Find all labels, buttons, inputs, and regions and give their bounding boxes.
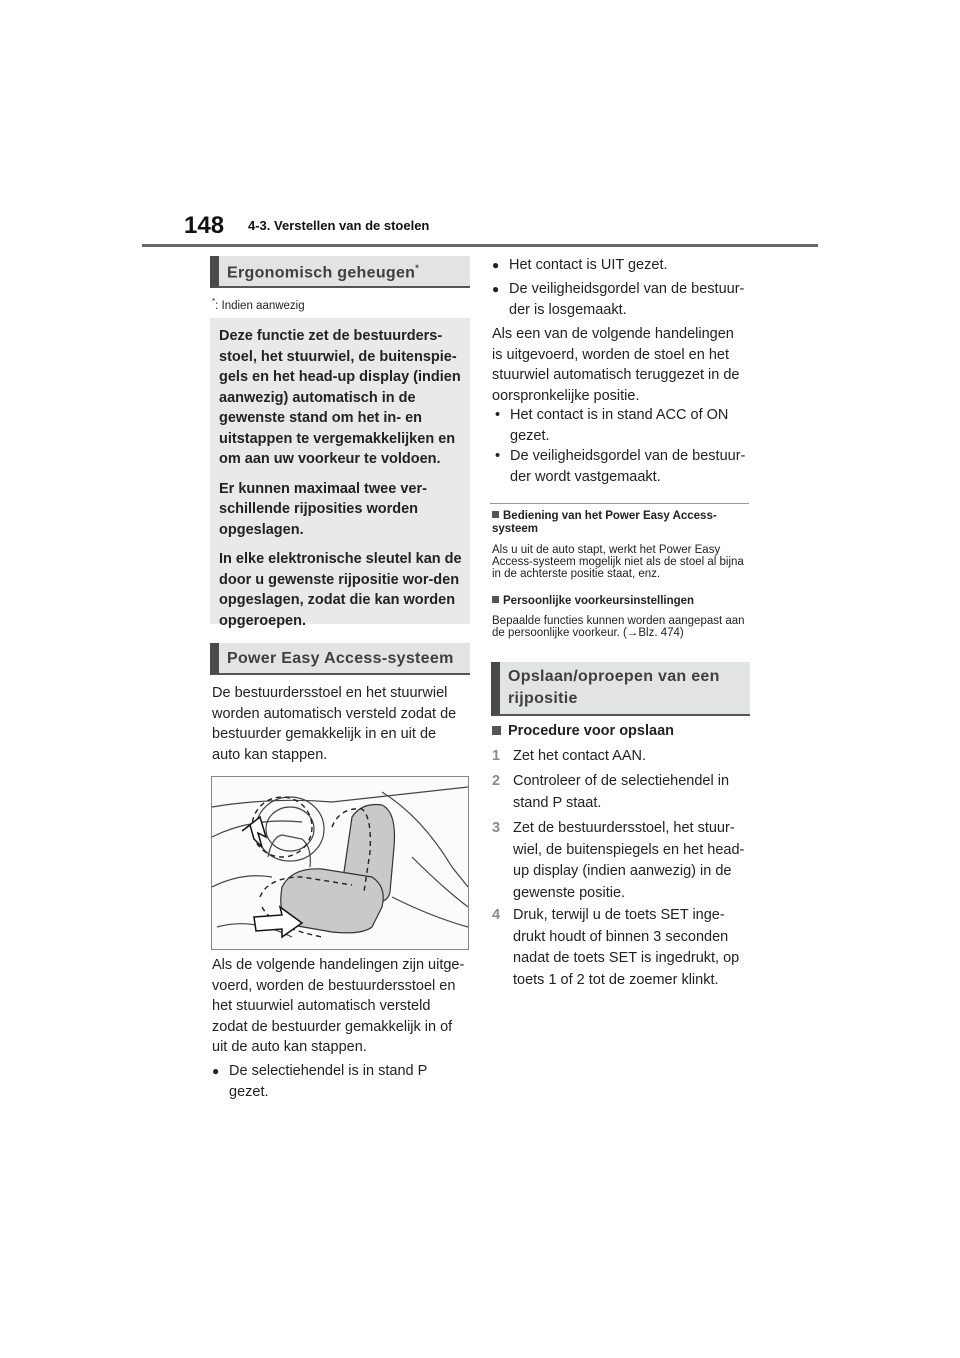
bullet-icon: ●	[212, 1064, 220, 1078]
intro-paragraph: Er kunnen maximaal twee ver-schillende rijposities worden opgeslagen.	[219, 480, 427, 538]
footnote	[212, 297, 305, 312]
square-bullet-icon	[492, 726, 501, 735]
bullet-item	[212, 1061, 468, 1103]
step-item	[492, 771, 752, 815]
heading-power-easy-access	[210, 643, 470, 675]
paragraph	[212, 955, 468, 1058]
paragraph	[492, 324, 748, 406]
note-title-text: Persoonlijke voorkeursinstellingen	[503, 595, 695, 607]
dash-item	[492, 405, 750, 446]
step-number: 3	[492, 820, 501, 836]
heading-text: Ergonomisch geheugen	[227, 264, 416, 282]
intro-box	[210, 318, 470, 629]
footnote-mark: *	[212, 297, 216, 306]
heading-text-line: rijpositie	[508, 690, 578, 707]
bullet-icon: •	[495, 448, 501, 464]
seat-drawing	[212, 777, 468, 949]
bullet-icon: ●	[492, 282, 500, 296]
dash-item	[492, 446, 750, 487]
step-number: 4	[492, 907, 501, 923]
note-title-text: Bediening van het Power Easy Access-systeem	[492, 510, 717, 535]
step-item	[492, 818, 752, 904]
heading-opslaan-oproepen	[491, 662, 750, 716]
bullet-text: Het contact is UIT gezet.	[509, 257, 668, 273]
note-text: Bepaalde functies kunnen worden aangepast aan de persoonlijke voorkeur. (→Blz. 474)	[492, 615, 745, 639]
header-rule	[142, 244, 818, 247]
paragraph	[212, 683, 468, 765]
paragraph-text: De bestuurdersstoel en het stuurwiel worden automatisch versteld zodat de bestuurder gemakkelijk in en uit de auto kan stappen.	[212, 685, 457, 763]
bullet-item	[492, 255, 750, 276]
heading-text: Power Easy Access-systeem	[227, 650, 454, 667]
section-title: 4-3. Verstellen van de stoelen	[248, 218, 430, 233]
bullet-icon: •	[495, 407, 501, 423]
bullet-icon: ●	[492, 258, 500, 272]
dash-text: De veiligheidsgordel van de bestuur-der wordt vastgemaakt.	[510, 448, 746, 485]
step-number: 1	[492, 748, 501, 764]
seat-illustration	[211, 776, 469, 950]
note-title	[492, 595, 750, 608]
bullet-text: De selectiehendel is in stand P gezet.	[229, 1063, 428, 1100]
intro-paragraph: In elke elektronische sleutel kan de door u gewenste rijpositie wor-den opgeslagen, zodat die kan worden opgeroepen.	[219, 551, 462, 629]
note-title	[492, 510, 750, 536]
step-text: Druk, terwijl u de toets SET inge-drukt houdt of binnen 3 seconden nadat de toets SET is ingedrukt, op toets 1 of 2 tot de zoemer klinkt.	[513, 907, 740, 988]
bullet-item	[492, 279, 750, 321]
heading-text-line: Opslaan/oproepen van een	[508, 668, 720, 685]
intro-paragraph: Deze functie zet de bestuurders-stoel, het stuurwiel, de buitenspie-gels en het head-up display (indien aanwezig) automatisch in de gewenste stand om het in- en uitstappen te vergemakkelijken en om aan uw voorkeur te voldoen.	[219, 328, 461, 467]
step-item	[492, 905, 752, 991]
procedure-title-text: Procedure voor opslaan	[508, 723, 674, 739]
step-text: Zet het contact AAN.	[513, 748, 646, 764]
heading-ergonomisch-geheugen	[210, 256, 470, 288]
step-text: Controleer of de selectiehendel in stand P staat.	[513, 773, 730, 811]
note-text: Als u uit de auto stapt, werkt het Power Easy Access-systeem mogelijk niet als de stoel al bijna in de achterste positie staat, enz.	[492, 544, 744, 580]
footnote-text: : Indien aanwezig	[215, 299, 305, 312]
step-item	[492, 746, 752, 768]
paragraph-text: Als een van de volgende handelingen is uitgevoerd, worden de stoel en het stuurwiel automatisch teruggezet in de oorspronkelijke positie.	[492, 326, 740, 404]
dash-text: Het contact is in stand ACC of ON gezet.	[510, 407, 729, 444]
bullet-text: De veiligheidsgordel van de bestuur-der is losgemaakt.	[509, 281, 745, 318]
divider	[490, 503, 749, 504]
procedure-title	[492, 723, 674, 739]
paragraph-text: Als de volgende handelingen zijn uitge-voerd, worden de bestuurdersstoel en het stuurwiel automatisch versteld zodat de bestuurder gemakkelijk in of uit de auto kan stappen.	[212, 957, 465, 1055]
step-number: 2	[492, 773, 501, 789]
heading-footnote-mark: *	[415, 263, 420, 273]
step-text: Zet de bestuurdersstoel, het stuur-wiel, de buitenspiegels en het head-up display (indien aanwezig) in de gewenste positie.	[513, 820, 745, 901]
square-bullet-icon	[492, 511, 499, 518]
square-bullet-icon	[492, 596, 499, 603]
page-number: 148	[184, 212, 225, 239]
